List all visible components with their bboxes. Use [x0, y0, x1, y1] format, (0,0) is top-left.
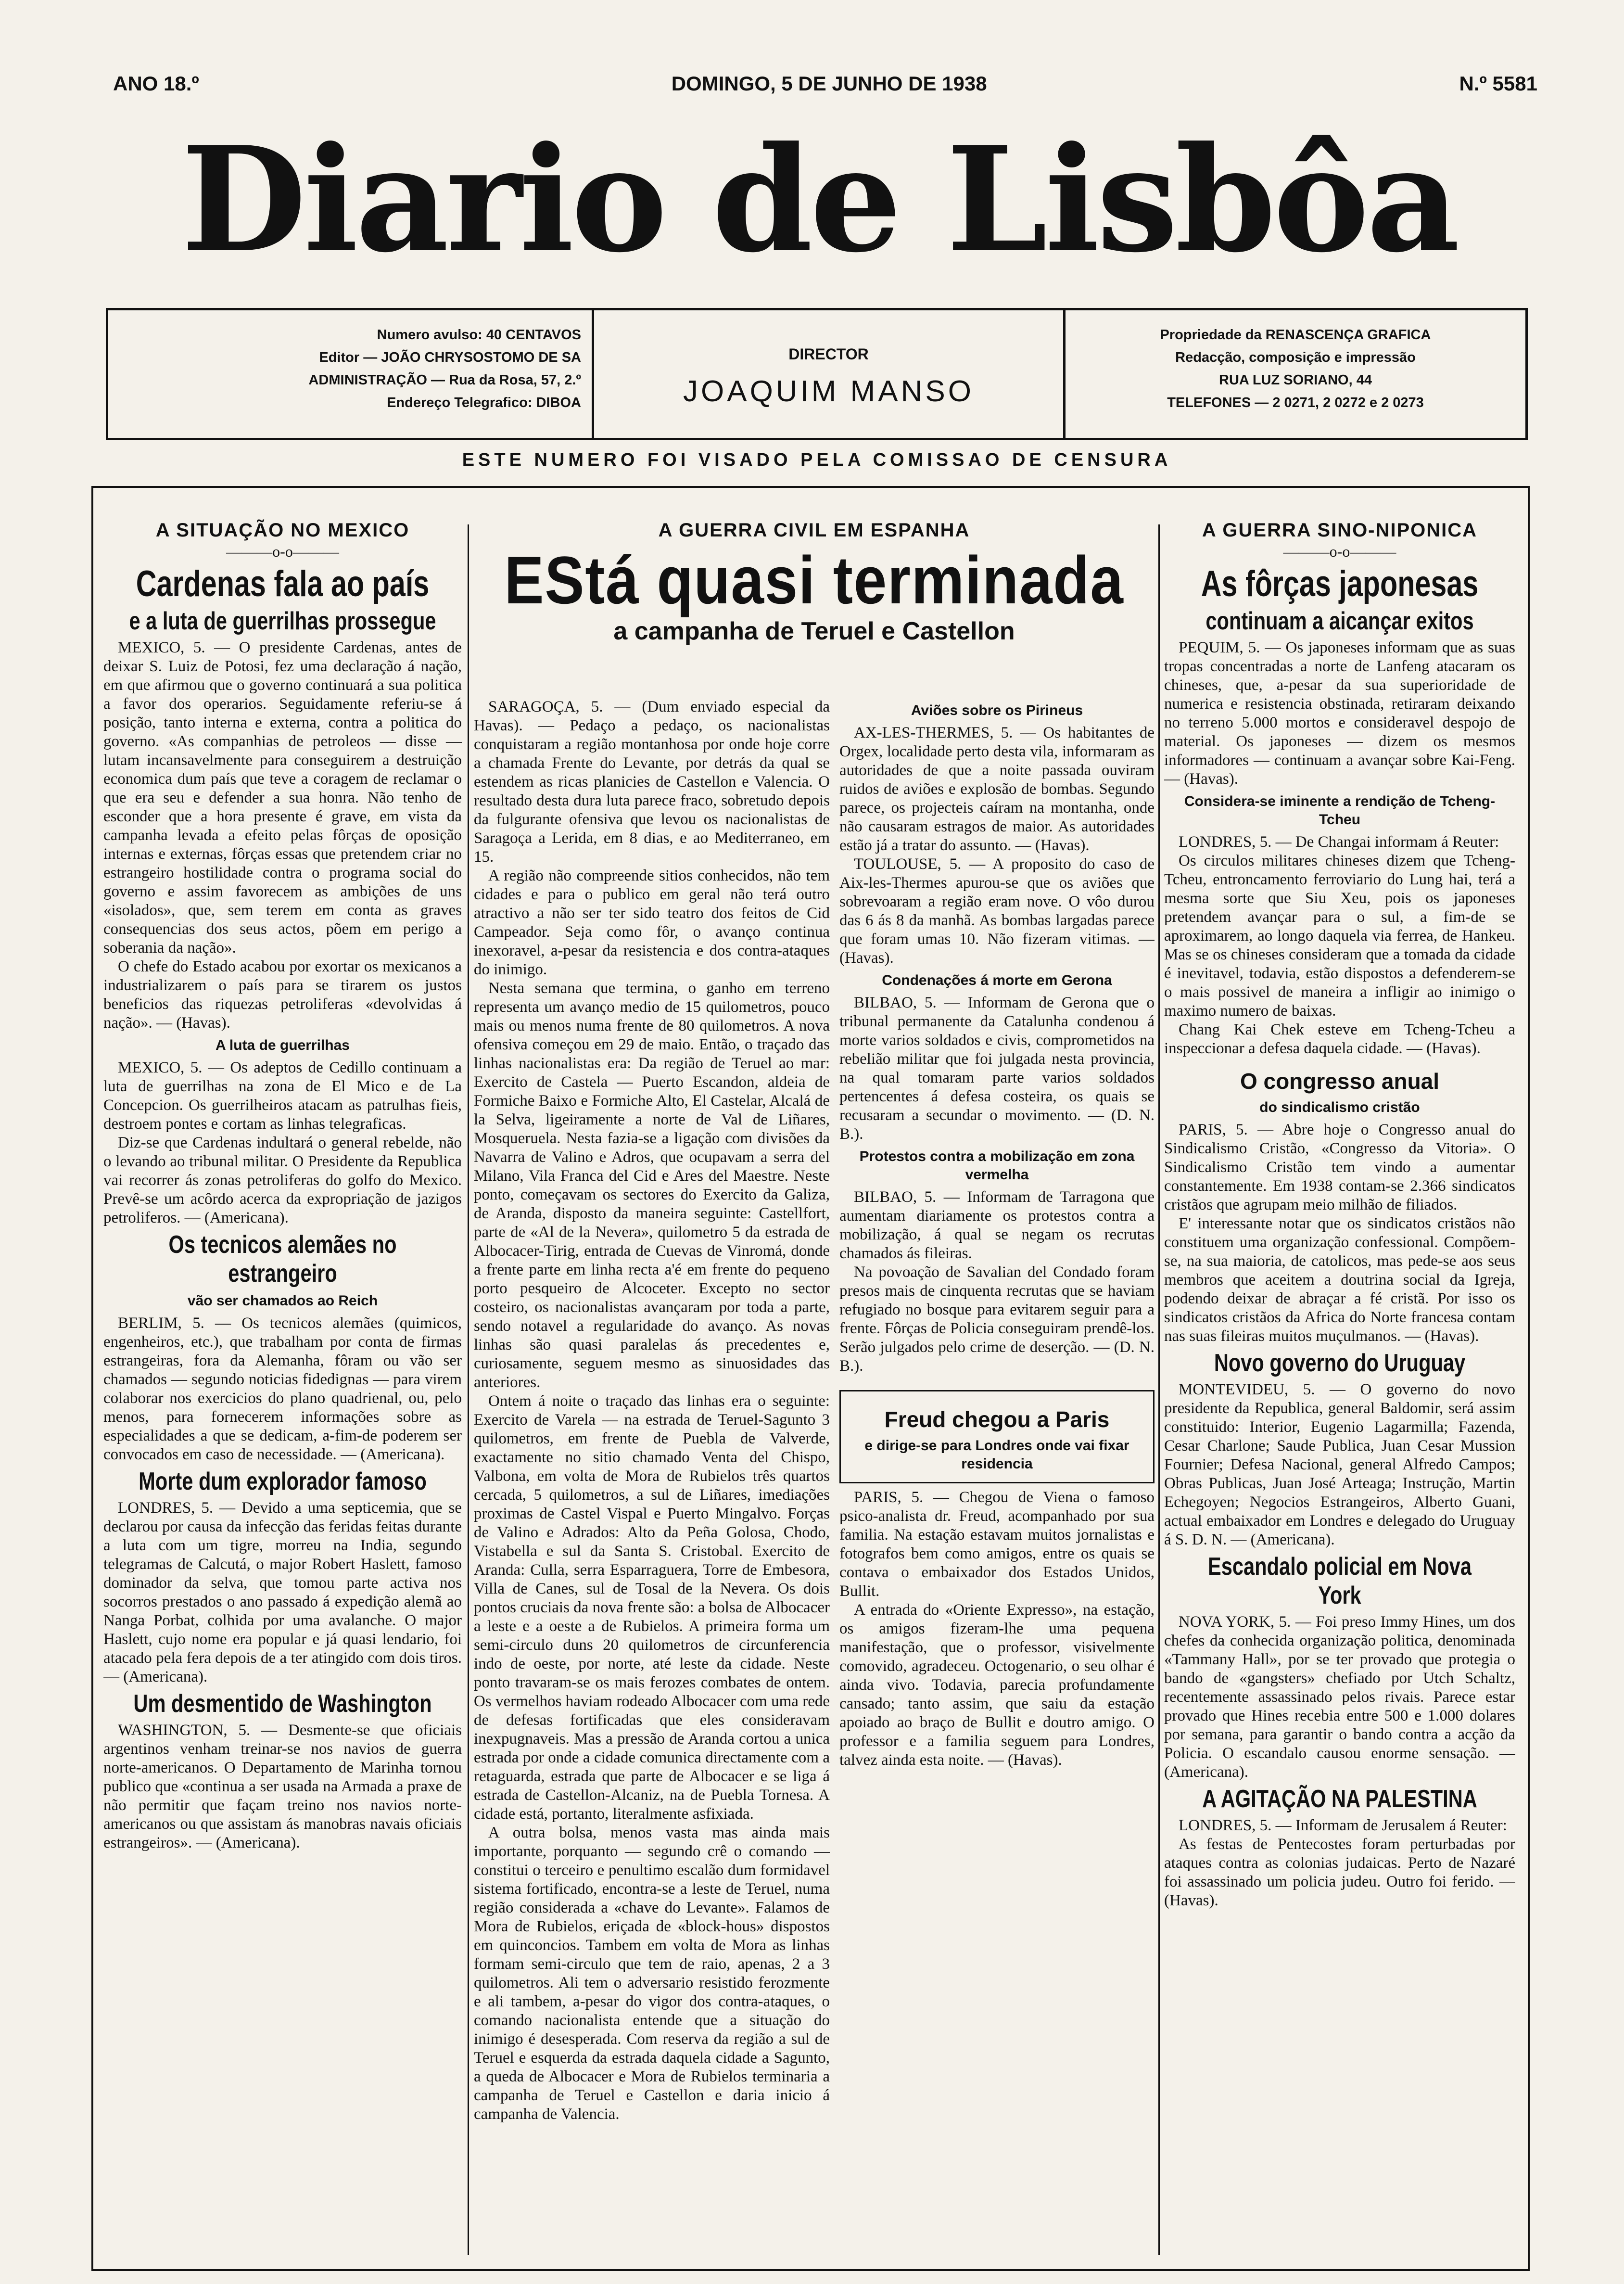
article-paragraph: Diz-se que Cardenas indultará o general rebelde, não o levando ao tribunal militar. O Presidente da Republica vai recorrer ás zonas petroliferas do golfo do Mexico. Prevê-se um acôrdo acerca da expropriação de jazigos petroliferos. — (Americana). — [103, 1134, 462, 1226]
article-paragraph: Chang Kai Chek esteve em Tcheng-Tcheu a inspeccionar a defesa daquela cidade. — (Havas). — [1164, 1021, 1515, 1057]
director-label: DIRECTOR — [788, 345, 869, 363]
director-name: JOAQUIM MANSO — [683, 375, 975, 408]
info-left — [108, 310, 594, 438]
headline: A AGITAÇÃO NA PALESTINA — [1202, 1785, 1477, 1813]
article-subheading: A luta de guerrilhas — [216, 1037, 350, 1053]
subheadline: continuam a aicançar exitos — [1205, 607, 1474, 635]
issue-number: N.º 5581 — [1459, 72, 1537, 95]
column-china-japan — [1164, 500, 1515, 2265]
ornament: ———o-o——— — [1283, 543, 1396, 560]
info-line: Editor — JOÃO CHRYSOSTOMO DE SA — [319, 350, 581, 365]
article-paragraph: A entrada do «Oriente Expresso», na estação, os amigos fizeram-lhe uma pequena manifestação, que o professor, visivelmente comovido, agradeceu. Octogenario, o seu olhar é ainda vivo. Todavia, parecia profundamente cansado; tanto assim, que saiu da estação apoiado ao braço de Bullit e doutro amigo. O professor e a familia seguem para Londres, talvez ainda esta noite. — (Havas). — [839, 1601, 1155, 1769]
top-line — [113, 72, 1537, 95]
date-label: DOMINGO, 5 DE JUNHO DE 1938 — [671, 72, 987, 95]
article-paragraph: SARAGOÇA, 5. — (Dum enviado especial da Havas). — Pedaço a pedaço, os nacionalistas conquistaram a região montanhosa por onde hoje corre a chamada Frente do Levante, por detrás da qual se estendem as ricas planicies de Castellon e Valencia. O resultado desta dura luta parece fraco, sobretudo depois da fulgurante ofensiva que levou os nacionalistas de Saragoça a Lerida, em 8 dias, e ao Mediterraneo, em 15. — [474, 698, 830, 866]
article-paragraph: BERLIM, 5. — Os tecnicos alemães (quimicos, engenheiros, etc.), que trabalham por conta de firmas estrangeiras, fora da Alemanha, fôram ou vão ser chamados — segundo noticias fidedignas — para virem colaborar nos exercicios do plano quadrienal, ou, pelo menos, para fornecerem informações sobre as especialidades a que se dedicam, a-fim-de poderem ser convocados em caso de necessidade. — (Americana). — [103, 1314, 462, 1463]
article-paragraph: Na povoação de Savalian del Condado foram presos mais de cinquenta recrutas que se haviam refugiado no bosque para evitarem seguir para a frente. Fôrças de Policia conseguiram prendê-los. Serão julgados pelo crime de deserção. — (D. N. B.). — [839, 1263, 1155, 1375]
section-heading: A GUERRA CIVIL EM ESPANHA — [658, 520, 970, 541]
article-subheading: e dirige-se para Londres onde vai fixar residencia — [864, 1438, 1129, 1472]
article-paragraph: Ontem á noite o traçado das linhas era o seguinte: Exercito de Varela — na estrada de Teruel-Sagunto 3 quilometros, em frente de Puebla de Valverde, exactamente no sitio chamado Venta del Chispo, Valbona, em volta de Mora de Rubielos três quartos cercada, 5 quilometros, a sul de Liñares, imediações proximas de Castel Vispal e Puerto Mingalvo. Forças de Valino e Adrados: Alto da Peña Golosa, Chodo, Vistabella e sul da Santa S. Cristobal. Exercito de Aranda: Culla, serra Esparraguera, Torre de Embesora, Villa de Canes, sul de Tosal de la Nevera. Os dois pontos cruciais da nova frente são: a bolsa de Albocacer a leste e a oeste a de Rubielos. A primeira forma um semi-circulo duns 20 quilometros de circunferencia indo de oeste, por norte, até leste da cidade. Neste ponto travaram-se os mais ferozes combates de ontem. Os vermelhos haviam rodeado Albocacer com uma rede de defesas fortificadas que eles consideravam inexpugnaveis. Mas a pressão de Aranda cortou a unica estrada por onde a cidade comunica directamente com a retaguarda, estrada que parte de Albocacer e se liga á estrada de Castellon-Alcaniz, na de Puebla Tornesa. A cidade está, portanto, literalmente asfixiada. — [474, 1392, 830, 1823]
headline: O congresso anual — [1240, 1069, 1440, 1094]
info-line: TELEFONES — 2 0271, 2 0272 e 2 0273 — [1167, 395, 1424, 410]
article-paragraph: BILBAO, 5. — Informam de Gerona que o tribunal permanente da Catalunha condenou á morte varios soldados e civis, comprometidos na rebelião militar que foi julgada nesta provincia, na qual tomaram parte varios soldados pertencentes á defesa costeira, os quais se recusaram a secundar o movimento. — (D. N. B.). — [839, 994, 1155, 1143]
headline: Os tecnicos alemães no estrangeiro — [168, 1231, 397, 1288]
article-subheading: vão ser chamados ao Reich — [187, 1293, 378, 1309]
article-paragraph: LONDRES, 5. — Devido a uma septicemia, que se declarou por causa da infecção das feridas feitas durante a luta com um tigre, morreu na India, segundo telegramas de Calcutá, o major Robert Haslett, famoso dominador da selva, que tomou parte activa nos socorros prestados o ano passado á expedição alemã ao Nanga Porbat, colhida por uma avalanche. O major Haslett, cujo nome era popular e já quasi lendario, foi atacado pela fera depois de a ter atingido com dois tiros. — (Americana). — [103, 1499, 462, 1685]
headline: As fôrças japonesas — [1201, 563, 1479, 604]
article-paragraph: PARIS, 5. — Chegou de Viena o famoso psico-analista dr. Freud, acompanhado por sua familia. Na estação estavam muitos jornalistas e fotografos bem como amigos, entre os quais se contava o embaixador dos Estados Unidos, Bullit. — [839, 1489, 1155, 1600]
headline: Cardenas fala ao país — [136, 563, 430, 604]
headline: Freud chegou a Paris — [884, 1407, 1110, 1432]
article-paragraph: MEXICO, 5. — O presidente Cardenas, antes de deixar S. Luiz de Potosi, fez uma declaração á nação, em que afirmou que o governo continuará a sua politica a favor dos operarios. Seguidamente referiu-se á posição, tanto interna e externa, contra a politica do governo. «As companhias de petroleos — disse — lutam incansavelmente para conseguirem a destruição economica dum país que teve a coragem de reclamar o que era seu e defender a sua honra. Não tenho de esconder que a hora presente é grave, em vista da campanha levada a efeito pelas fôrças de oposição internas e externas, fôrças essas que pretendem criar no estrangeiro hostilidade contra o programa social do governo e assim favorecem as ambições de uns «isolados», que, sem terem em conta as graves consequencias dos seus actos, põem em perigo a soberania da nação». — [103, 639, 462, 957]
main-headline: EStá quasi terminada — [504, 542, 1124, 618]
article-paragraph: As festas de Pentecostes foram perturbadas por ataques contra as colonias judaicas. Perto de Nazaré foi assassinado um policia judeu. Outro foi ferido. — (Havas). — [1164, 1836, 1515, 1909]
article-paragraph: NOVA YORK, 5. — Foi preso Immy Hines, um dos chefes da conhecida organização politica, denominada «Tammany Hall», por se ter provado que protegia o bando de «gangsters» chefiado por Utch Schaltz, recentemente assassinado pelos rivais. Parece estar provado que Hines recebia entre 500 e 1.000 dolares por semana, para garantir o bando contra a acção da Policia. O escandalo causou enorme sensação. — (Americana). — [1164, 1613, 1515, 1781]
article-paragraph: MONTEVIDEU, 5. — O governo do novo presidente da Republica, general Baldomir, será assim constituido: Interior, Eugenio Lagarmilla; Fazenda, Cesar Charlone; Saude Publica, Juan Cesar Mussion Fournier; Defesa Nacional, general Alfredo Campos; Obras Publicas, Juan José Arteaga; Instrução, Martin Echegoyen; Negocios Estrangeiros, Alberto Guani, actual embaixador em Londres e delegado do Uruguay á S. D. N. — (Americana). — [1164, 1381, 1515, 1548]
article-subheading: Protestos contra a mobilização em zona vermelha — [859, 1148, 1135, 1183]
article-subheading: Condenações á morte em Gerona — [882, 972, 1112, 988]
headline: Morte dum explorador famoso — [139, 1467, 427, 1495]
column-spain-1 — [474, 698, 830, 2265]
article-paragraph: AX-LES-THERMES, 5. — Os habitantes de Orgex, localidade perto desta vila, informaram as autoridades de que a noite passada ouviram ruidos de aviões e explosão de bombas. Segundo parece, os projecteis caíram na montanha, onde não causaram estragos de maior. As autoridades estão já a tratar do assunto. — (Havas). — [839, 724, 1155, 854]
article-paragraph: LONDRES, 5. — Informam de Jerusalem á Reuter: — [1179, 1817, 1507, 1834]
section-heading: A GUERRA SINO-NIPONICA — [1202, 520, 1478, 541]
ornament: ———o-o——— — [226, 543, 339, 560]
article-paragraph: E' interessante notar que os sindicatos cristãos não constituem uma organização confessional. Compõem-se, na sua maioria, de catolicos, mas pede-se aos seus membros que aceitem a doutrina social da Igreja, podendo deixar de abraçar a fé cristã. Por isso os sindicatos cristãos da Africa do Norte francesa contam nas suas fileiras muitos muçulmanos. — (Havas). — [1164, 1215, 1515, 1345]
center-head — [474, 500, 1155, 656]
column-rule — [468, 524, 469, 2255]
article-paragraph: Nesta semana que termina, o ganho em terreno representa um avanço medio de 15 quilometros, pouco mais ou menos numa frente de 80 quilometros. A nova ofensiva começou em 29 de maio. Então, o traçado das linhas nacionalistas era: Da região de Teruel ao mar: Exercito de Castela — Puerto Escandon, aldeia de Formiche Baixo e Formiche Alto, El Castelar, Alcalá de la Selva, ligeiramente a norte de Val de Liñares, Mosqueruela. Nesta fazia-se a ligação com divisões da Navarra de Valino e Adros, que ocupavam a serra del Milano, Vila Franca del Cid e Ares del Maestre. Neste ponto, começavam os sectores do Exercito da Galiza, de Aranda, disposto da maneira seguinte: Castellfort, parte de «Al de la Nevera», quilometro 5 da estrada de Albocacer-Tirig, entrada de Cuevas de Vinromá, donde a frente parte em linha recta a'é em frente do pequeno porto pesqueiro de Alcoceter. Excepto no sector costeiro, os nacionalistas avançaram por toda a parte, sendo notavel a regularidade do avanço. As novas linhas são quasi paralelas ás precedentes e, curiosamente, seguem mesmo as sinuosidades das anteriores. — [474, 980, 830, 1391]
main-subheadline: a campanha de Teruel e Castellon — [613, 617, 1015, 645]
article-paragraph: A outra bolsa, menos vasta mas ainda mais importante, porquanto — segundo crê o comando — constitui o terceiro e penultimo escalão dum formidavel sistema fortificado, encontra-se a leste de Teruel, numa região considerada a «chave do Levante». Falamos de Mora de Rubielos, eriçada de «block-hous» dispostos em quinconcios. Tambem em volta de Mora as linhas formam semi-circulo que tem de raio, apenas, 2 a 3 quilometros. Ali tem o adversario resistido ferozmente e ali tambem, a-pesar do vigor dos contra-ataques, o comando nacionalista entende que a situação do inimigo é desesperada. Com reserva da região a sul de Teruel e esquerda da estrada daquela cidade a Sagunto, a queda de Albocacer e Mora de Rubielos terminaria a campanha de Teruel e Castellon e daria inicio á campanha de Valencia. — [474, 1824, 830, 2123]
article-paragraph: Os circulos militares chineses dizem que Tcheng-Tcheu, entroncamento ferroviario do Lung hai, terá a mesma sorte que Siu Xeu, pois os japoneses pretendem avançar para o sul, a fim-de se aproximarem, ao longo daquela via ferrea, de Hankeu. Mas se os chineses consideram que a tomada da cidade é inevitavel, todavia, estão dispostos a defenderem-se o mais possivel de maneira a infligir ao inimigo o maximo numero de baixas. — [1164, 852, 1515, 1020]
subheadline: e a luta de guerrilhas prossegue — [129, 607, 436, 635]
censorship-notice: ESTE NUMERO FOI VISADO PELA COMISSAO DE CENSURA — [462, 450, 1172, 470]
masthead-title: Diario de Lisbôa — [181, 115, 1458, 284]
column-rule — [1158, 524, 1160, 2255]
headline: Um desmentido de Washington — [133, 1690, 432, 1718]
info-line: Numero avulso: 40 CENTAVOS — [377, 327, 581, 343]
info-line: Endereço Telegrafico: DIBOA — [387, 395, 581, 410]
article-subheading: Considera-se iminente a rendição de Tcheng-Tcheu — [1184, 793, 1496, 828]
article-paragraph: MEXICO, 5. — Os adeptos de Cedillo continuam a luta de guerrilhas na zona de El Mico e de La Concepcion. Os guerrilheiros atacam as patrulhas fieis, destroem pontes e cortam as linhas telegraficas. — [103, 1059, 462, 1133]
article-paragraph: O chefe do Estado acabou por exortar os mexicanos a industrializarem o país para se tirarem os justos beneficios das riquezas petroliferas «devolvidas á nação». — (Havas). — [103, 958, 462, 1032]
freud-box — [839, 1390, 1155, 1483]
year-label: ANO 18.º — [113, 72, 199, 95]
article-subheading: do sindicalismo cristão — [1259, 1099, 1420, 1115]
headline: Escandalo policial em Nova York — [1208, 1553, 1472, 1609]
info-right — [1066, 310, 1525, 438]
article-paragraph: PEQUIM, 5. — Os japoneses informam que as suas tropas concentradas a norte de Lanfeng atacaram os chineses, que, a-pesar da sua superioridade de numerica e resistencia obstinada, retiraram deixando no terreno 5.000 mortos e consideravel despojo de material. Os japoneses — dizem os mesmos informadores — continuam a avançar sobre Kai-Feng. — (Havas). — [1164, 639, 1515, 788]
info-line: Redacção, composição e impressão — [1175, 350, 1416, 365]
article-paragraph: PARIS, 5. — Abre hoje o Congresso anual do Sindicalismo Cristão, «Congresso da Vitoria». O Sindicalismo Cristão tem vindo a aumentar constantemente. Em 1938 contam-se 2.366 sindicatos cristãos que agrupam meio milhão de filiados. — [1164, 1121, 1515, 1213]
column-spain-2 — [839, 698, 1155, 2265]
section-heading: A SITUAÇÃO NO MEXICO — [155, 520, 410, 541]
info-bar — [106, 308, 1528, 440]
column-mexico — [103, 500, 462, 2265]
article-paragraph: BILBAO, 5. — Informam de Tarragona que aumentam diariamente os protestos contra a mobilização, á qual se negam os recrutas chamados ás fileiras. — [839, 1188, 1155, 1262]
article-paragraph: A região não compreende sitios conhecidos, não tem cidades e para o publico em geral não terá outro atractivo a não ser ter sido teatro dos feitos de Cid Campeador. Seja como fôr, o avanço continua inexoravel, a-pesar da resistencia e dos contra-ataques do inimigo. — [474, 867, 830, 978]
article-subheading: Aviões sobre os Pirineus — [911, 702, 1083, 718]
info-director — [594, 310, 1066, 438]
info-line: RUA LUZ SORIANO, 44 — [1219, 372, 1372, 388]
headline: Novo governo do Uruguay — [1214, 1349, 1466, 1377]
info-line: ADMINISTRAÇÃO — Rua da Rosa, 57, 2.º — [308, 372, 581, 388]
article-paragraph: LONDRES, 5. — De Changai informam á Reuter: — [1179, 833, 1499, 851]
article-paragraph: WASHINGTON, 5. — Desmente-se que oficiais argentinos venham treinar-se nos navios de guerra norte-americanos. O Departamento de Marinha tornou publico que «continua a ser usada na Armada a praxe de não permitir que façam treino nos navios norte-americanos ou que assistam ás manobras navais oficiais estrangeiros». — (Americana). — [103, 1722, 462, 1851]
article-paragraph: TOULOUSE, 5. — A proposito do caso de Aix-les-Thermes apurou-se que os aviões que sobrevoaram a região eram nove. O vôo durou das 6 ás 8 da manhã. As bombas largadas parece que foram umas 10. Não fizeram vitimas. — (Havas). — [839, 855, 1155, 967]
info-line: Propriedade da RENASCENÇA GRAFICA — [1160, 327, 1431, 343]
